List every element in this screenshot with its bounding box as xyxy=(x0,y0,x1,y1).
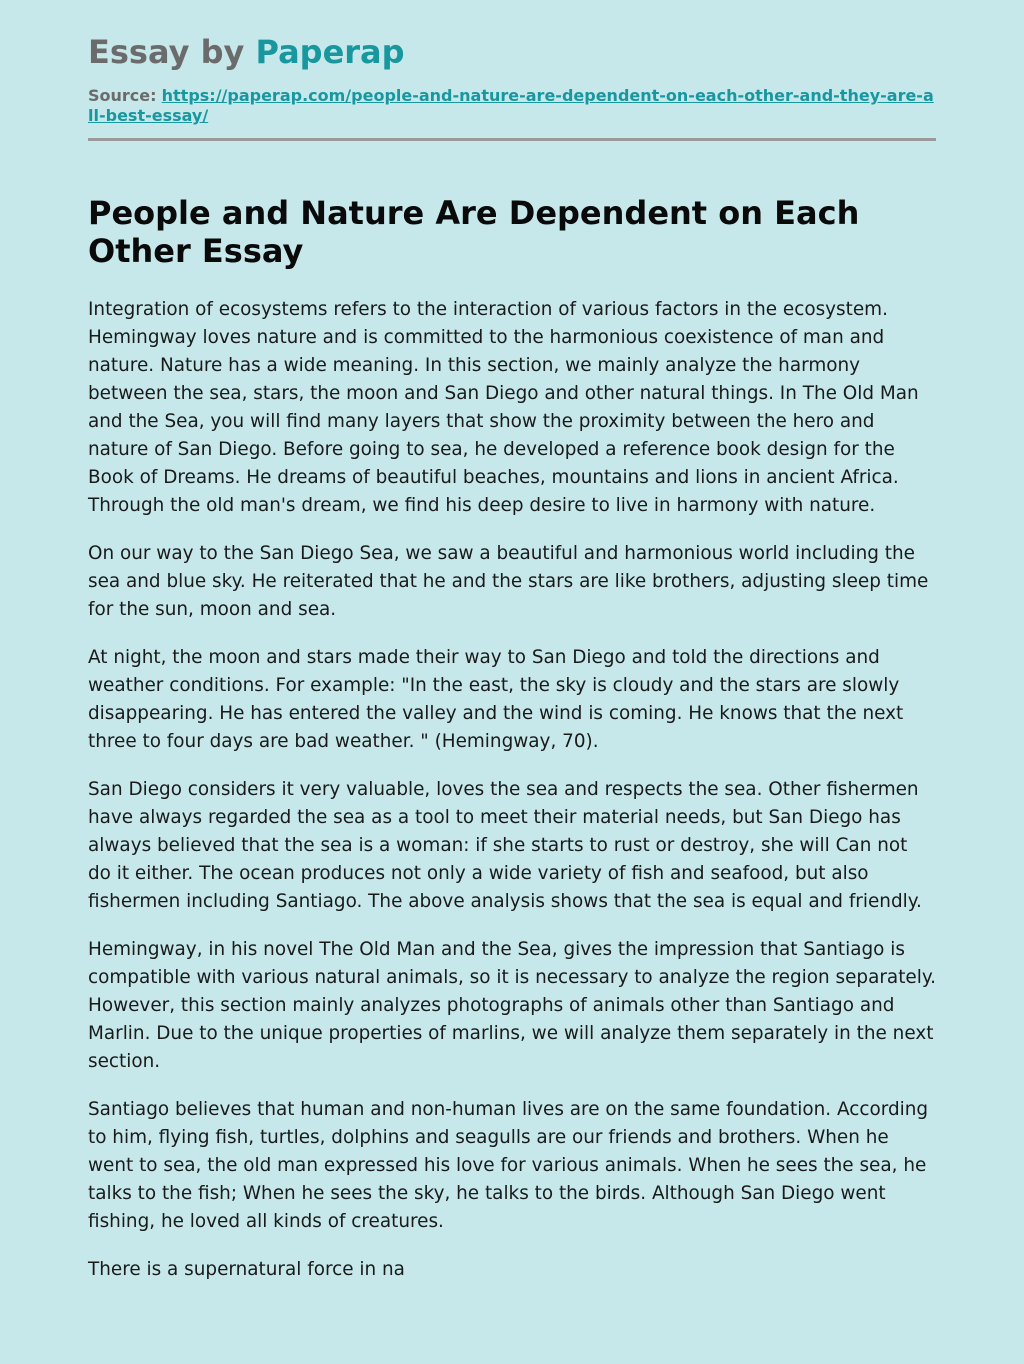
site-brand xyxy=(88,30,936,74)
essay-paragraph: At night, the moon and stars made their way to San Diego and told the directions and weather conditions. For example: "In the east, the sky is cloudy and the stars are slowly disappearing. He has entered the valley and the wind is coming. He knows that the next three to four days are bad weather. " (Hemingway, 70). xyxy=(88,647,904,752)
source-line xyxy=(88,86,936,126)
essay-body xyxy=(88,296,936,1284)
essay-paragraph: On our way to the San Diego Sea, we saw a beautiful and harmonious world including the sea and blue sky. He reiterated that he and the stars are like brothers, adjusting sleep time for the sun, moon and sea. xyxy=(88,543,929,620)
essay-paragraph: Santiago believes that human and non-human lives are on the same foundation. According to him, flying fish, turtles, dolphins and seagulls are our friends and brothers. When he went to sea, the old man expressed his love for various animals. When he sees the sea, he talks to the fish; When he sees the sky, he talks to the birds. Although San Diego went fishing, he loved all kinds of creatures. xyxy=(88,1099,929,1232)
essay-paragraph: There is a supernatural force in na xyxy=(88,1259,405,1280)
source-link[interactable]: https://paperap.com/people-and-nature-are-dependent-on-each-other-and-they-are-all-best-essay/ xyxy=(88,86,934,125)
header-divider xyxy=(88,138,936,141)
essay-paragraph: Integration of ecosystems refers to the interaction of various factors in the ecosystem. Hemingway loves nature and is committed to the harmonious coexistence of man and nature. Nature has a wide meaning. In this section, we mainly analyze the harmony between the sea, stars, the moon and San Diego and other natural things. In The Old Man and the Sea, you will find many layers that show the proximity between the hero and nature of San Diego. Before going to sea, he developed a reference book design for the Book of Dreams. He dreams of beautiful beaches, mountains and lions in ancient Africa. Through the old man's dream, we find his deep desire to live in harmony with nature. xyxy=(88,299,919,516)
essay-title: People and Nature Are Dependent on Each Other Essay xyxy=(88,194,860,270)
brand-name: Paperap xyxy=(255,33,405,71)
essay-paragraph: San Diego considers it very valuable, loves the sea and respects the sea. Other fishermen have always regarded the sea as a tool to meet their material needs, but San Diego has always believed that the sea is a woman: if she starts to rust or destroy, she will Can not do it either. The ocean produces not only a wide variety of fish and seafood, but also fishermen including Santiago. The above analysis shows that the sea is equal and friendly. xyxy=(88,779,922,912)
source-label: Source: xyxy=(88,86,157,105)
essay-paragraph: Hemingway, in his novel The Old Man and the Sea, gives the impression that Santiago is compatible with various natural animals, so it is necessary to analyze the region separately. However, this section mainly analyzes photographs of animals other than Santiago and Marlin. Due to the unique properties of marlins, we will analyze them separately in the next section. xyxy=(88,939,936,1072)
brand-prefix: Essay by xyxy=(88,33,256,71)
